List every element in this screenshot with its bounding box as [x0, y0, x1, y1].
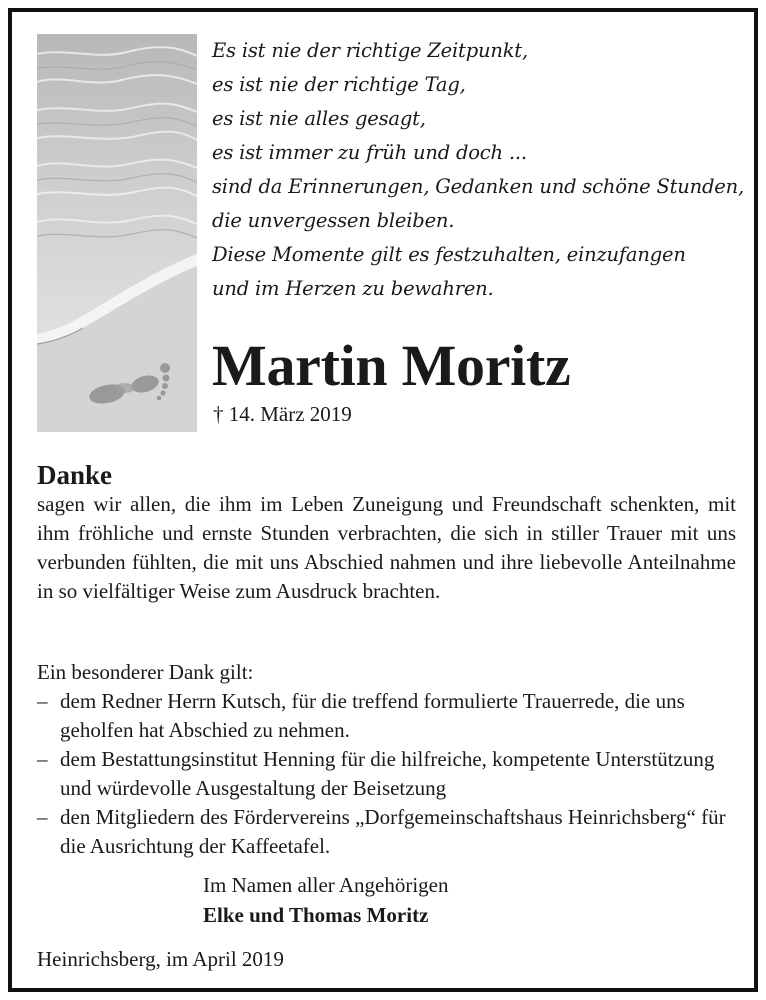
- thanks-heading: Danke: [37, 460, 113, 490]
- poem-line: es ist nie alles gesagt,: [212, 107, 426, 130]
- signature-block: [203, 870, 449, 930]
- special-thanks-item-text: den Mitgliedern des Fördervereins „Dorfgemeinschaftshaus Heinrichsberg“ für die Ausrichtung der Kaffeetafel.: [60, 805, 726, 858]
- special-thanks: [37, 658, 742, 861]
- dash-bullet: –: [37, 805, 48, 829]
- thanks-paragraph: sagen wir allen, die ihm im Leben Zuneigung und Freundschaft schenkten, mit ihm fröhliche und ernste Stunden verbrachten, die sich in stiller Trauer mit uns verbunden fühlten, die mit uns Abschied nahmen und ihre liebevolle Anteilnahme in so vielfältiger Weise zum Ausdruck brachten.: [37, 492, 736, 603]
- poem: [212, 34, 752, 306]
- signature-line: Im Namen aller Angehörigen: [203, 873, 449, 897]
- special-thanks-item: [37, 687, 742, 745]
- beach-footprint-photo: [37, 34, 197, 432]
- poem-line: die unvergessen bleiben.: [212, 209, 455, 232]
- poem-line: sind da Erinnerungen, Gedanken und schöne Stunden,: [212, 175, 744, 198]
- special-thanks-item: [37, 745, 742, 803]
- death-date: † 14. März 2019: [213, 402, 352, 426]
- signature-names: Elke und Thomas Moritz: [203, 903, 429, 927]
- special-thanks-item: [37, 803, 742, 861]
- special-thanks-item-text: dem Bestattungsinstitut Henning für die hilfreiche, kompetente Unterstützung und würdevolle Ausgestaltung der Beisetzung: [60, 747, 715, 800]
- obituary-notice: [8, 8, 758, 992]
- special-thanks-item-text: dem Redner Herrn Kutsch, für die treffend formulierte Trauerrede, die uns geholfen hat Abschied zu nehmen.: [60, 689, 685, 742]
- place-and-date: Heinrichsberg, im April 2019: [37, 947, 284, 971]
- poem-line: Es ist nie der richtige Zeitpunkt,: [212, 39, 528, 62]
- poem-line: es ist nie der richtige Tag,: [212, 73, 466, 96]
- dash-bullet: –: [37, 689, 48, 713]
- deceased-name: Martin Moritz: [212, 333, 571, 398]
- poem-line: und im Herzen zu bewahren.: [212, 277, 494, 300]
- dash-bullet: –: [37, 747, 48, 771]
- special-thanks-intro: Ein besonderer Dank gilt:: [37, 660, 254, 684]
- poem-line: es ist immer zu früh und doch ...: [212, 141, 527, 164]
- poem-line: Diese Momente gilt es festzuhalten, einzufangen: [212, 243, 686, 266]
